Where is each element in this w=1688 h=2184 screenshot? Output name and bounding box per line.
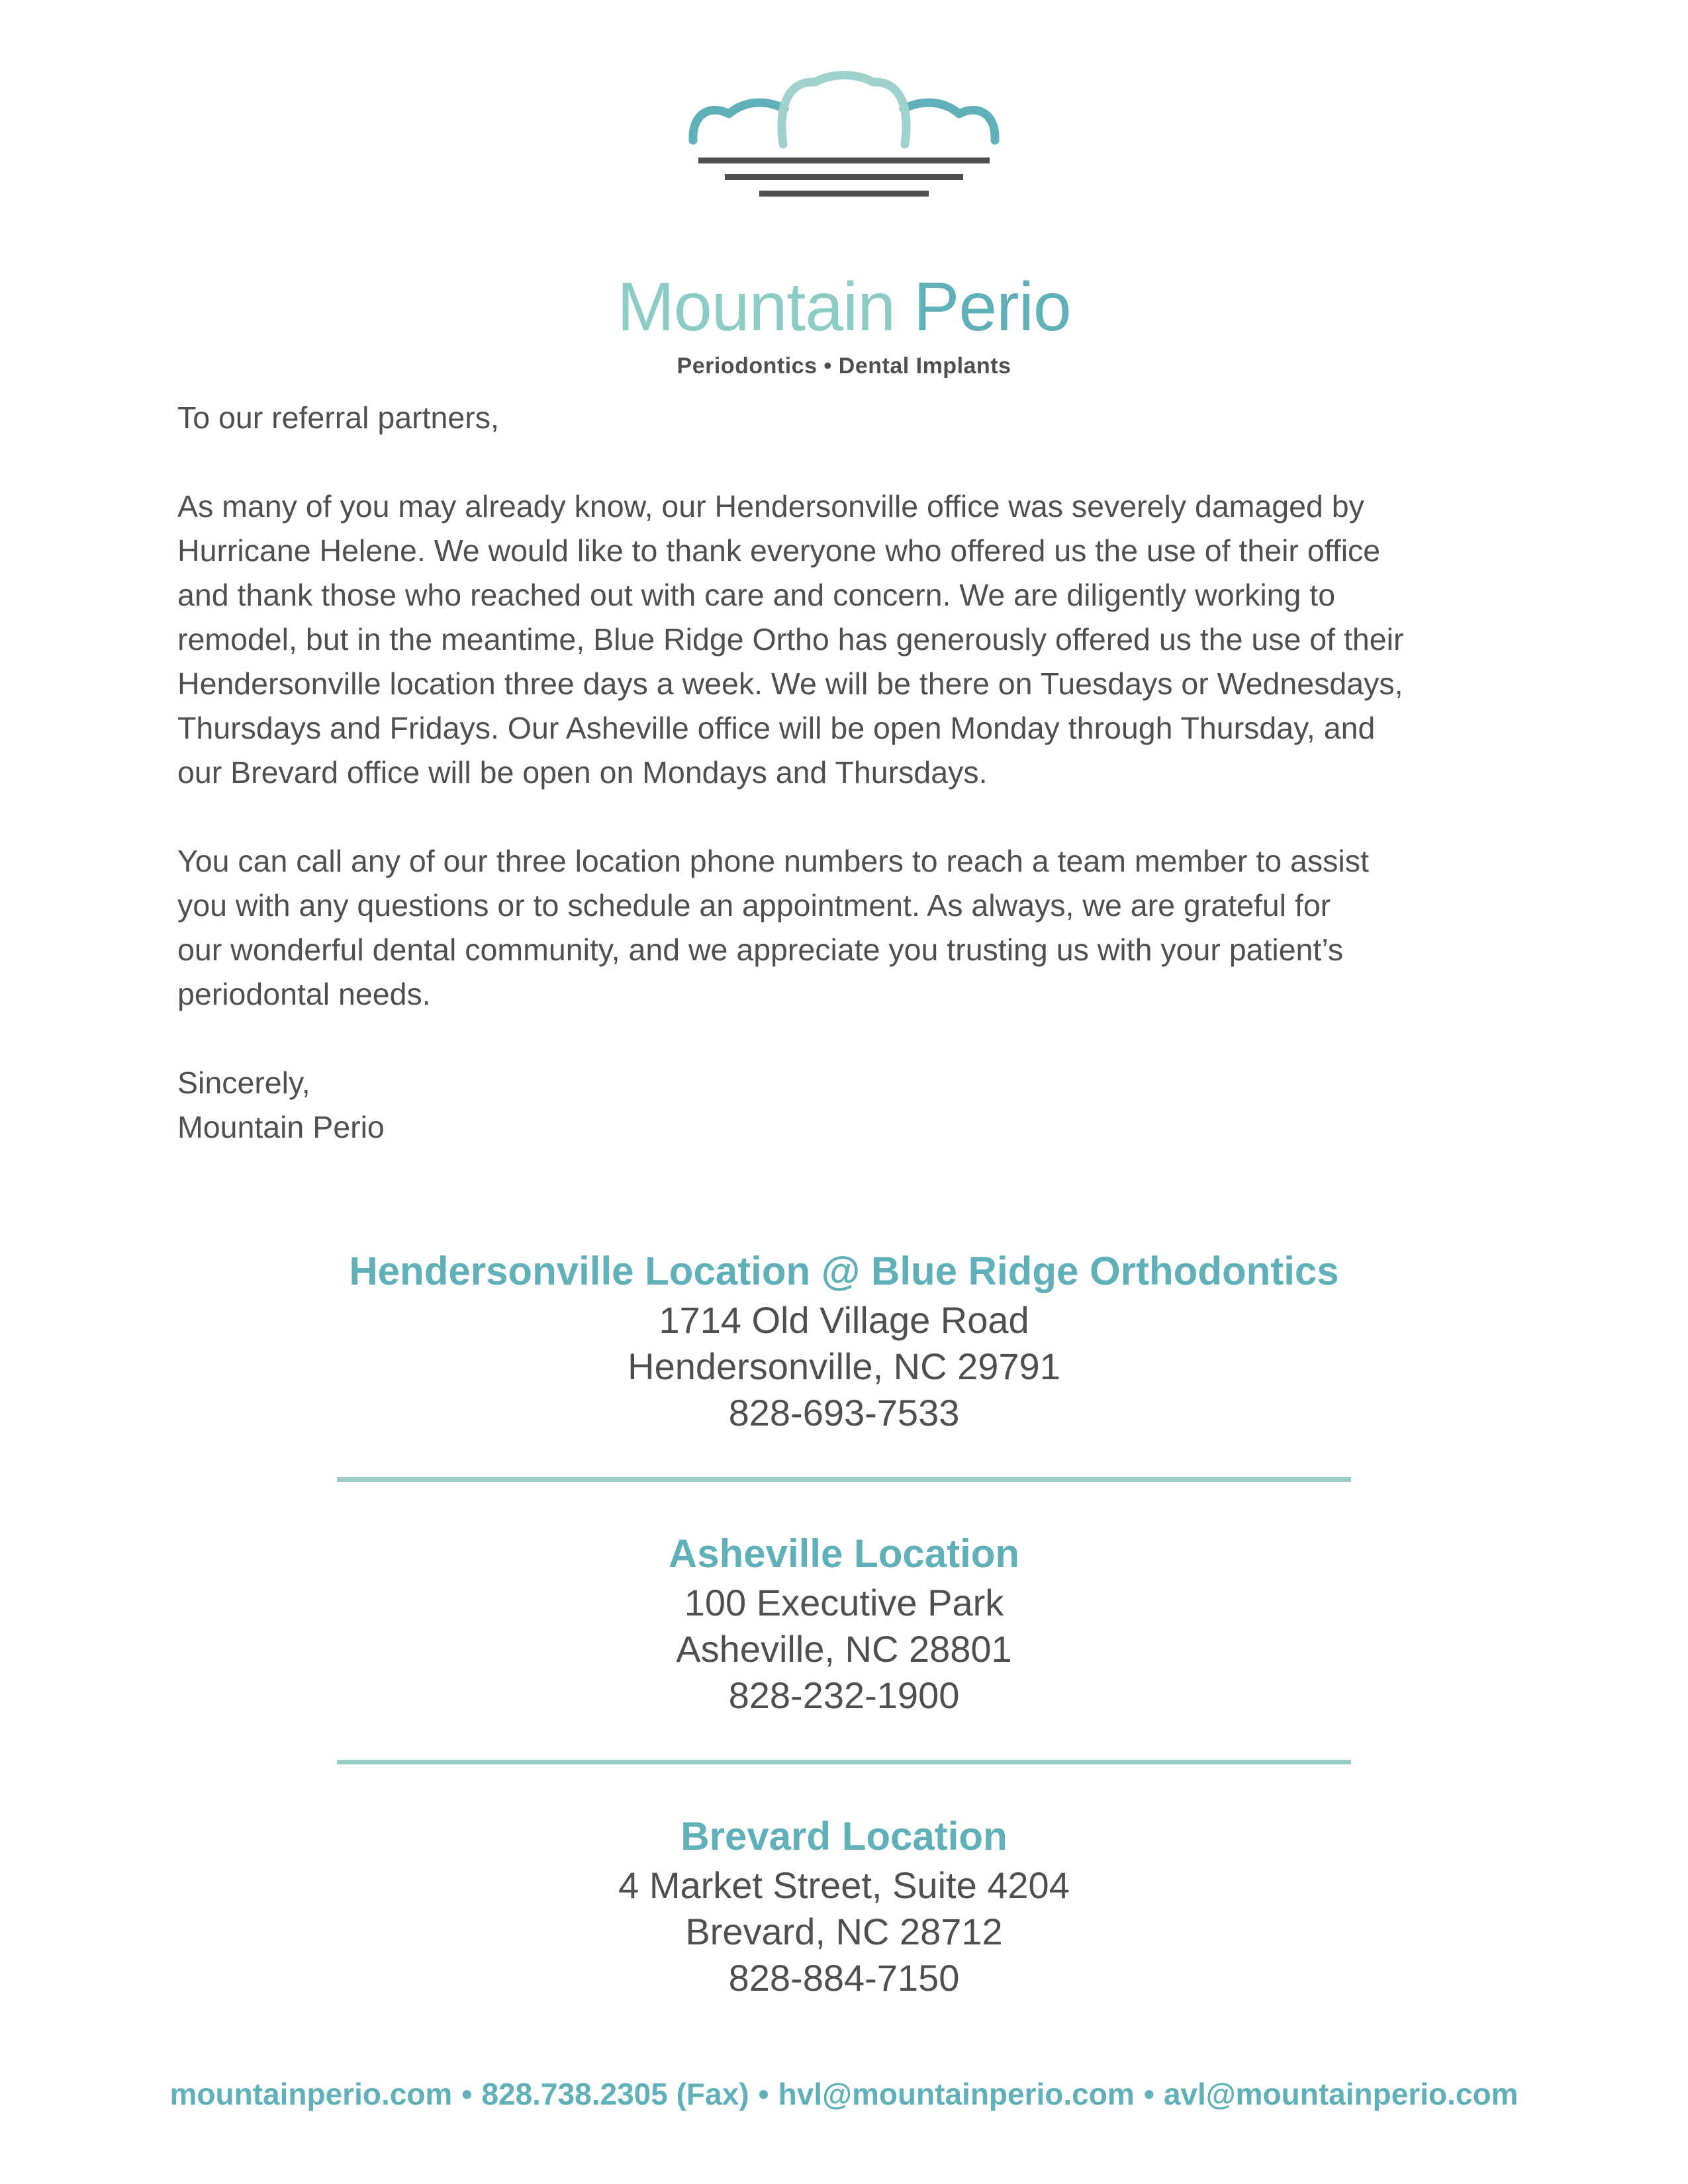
location-block-asheville [0,1528,1688,1719]
footer-contact-bar [0,2074,1688,2114]
logo-name-mountain: Mountain [617,269,896,345]
locations-section [0,1246,1688,2001]
location-block-brevard [0,1811,1688,2001]
letter-body [177,396,1528,1150]
location-phone[interactable]: 828-884-7150 [728,1957,960,1999]
location-city: Asheville, NC 28801 [676,1628,1012,1670]
location-name: Hendersonville Location @ Blue Ridge Orthodontics [349,1249,1339,1293]
location-phone[interactable]: 828-693-7533 [728,1392,960,1433]
footer-fax: 828.738.2305 (Fax) [481,2077,749,2111]
paragraph-1-line: and thank those who reached out with care and concern. We are diligently working to [177,578,1336,612]
logo-tagline: Periodontics • Dental Implants [677,353,1011,379]
paragraph-2-line: our wonderful dental community, and we appreciate you trusting us with your patient’s [177,933,1344,967]
location-block-hendersonville [0,1246,1688,1436]
mountain-logo-icon [685,66,1003,199]
location-name: Brevard Location [680,1814,1008,1858]
paragraph-1-line: Thursdays and Fridays. Our Asheville office will be open Monday through Thursday, and [177,711,1376,745]
closing: Sincerely, [177,1066,310,1100]
left-cloud-hump [693,103,784,140]
location-city: Hendersonville, NC 29791 [628,1345,1060,1387]
location-street: 100 Executive Park [684,1582,1004,1623]
greeting: To our referral partners, [177,400,499,435]
horizon-line-1 [698,158,990,163]
horizon-line-3 [759,191,929,197]
footer-website-link[interactable]: mountainperio.com [169,2077,453,2111]
footer-separator: • [461,2077,473,2111]
logo-wordmark [0,269,1688,345]
paragraph-1-line: As many of you may already know, our Hendersonville office was severely damaged by [177,489,1364,523]
paragraph-2-line: You can call any of our three location phone numbers to reach a team member to assist [177,844,1369,878]
paragraph-1-line: our Brevard office will be open on Mondays and Thursdays. [177,755,988,790]
logo [0,66,1688,379]
paragraph-1-line: Hendersonville location three days a week. We will be there on Tuesdays or Wednesdays, [177,666,1403,701]
paragraph-2-line: periodontal needs. [177,977,431,1011]
location-name: Asheville Location [668,1531,1020,1576]
paragraph-2 [177,839,1528,1017]
signature: Mountain Perio [177,1110,385,1144]
paragraph-1-line: remodel, but in the meantime, Blue Ridge Ortho has generously offered us the use of their [177,622,1404,657]
location-divider [337,1477,1351,1482]
footer-email-hvl-link[interactable]: hvl@mountainperio.com [778,2077,1135,2111]
logo-name-perio: Perio [913,269,1071,345]
location-phone[interactable]: 828-232-1900 [728,1674,960,1716]
footer-email-avl-link[interactable]: avl@mountainperio.com [1163,2077,1519,2111]
location-street: 4 Market Street, Suite 4204 [618,1864,1070,1906]
location-divider [337,1760,1351,1764]
paragraph-1 [177,484,1528,795]
signoff [177,1061,1528,1150]
paragraph-2-line: you with any questions or to schedule an appointment. As always, we are grateful for [177,888,1331,923]
center-cloud-hump [782,75,906,145]
footer-separator: • [758,2077,769,2111]
location-street: 1714 Old Village Road [659,1299,1029,1341]
horizon-line-2 [725,174,963,180]
paragraph-1-line: Hurricane Helene. We would like to thank everyone who offered us the use of their office [177,533,1381,568]
location-city: Brevard, NC 28712 [685,1911,1003,1952]
right-cloud-hump [904,103,995,140]
footer-separator: • [1143,2077,1154,2111]
